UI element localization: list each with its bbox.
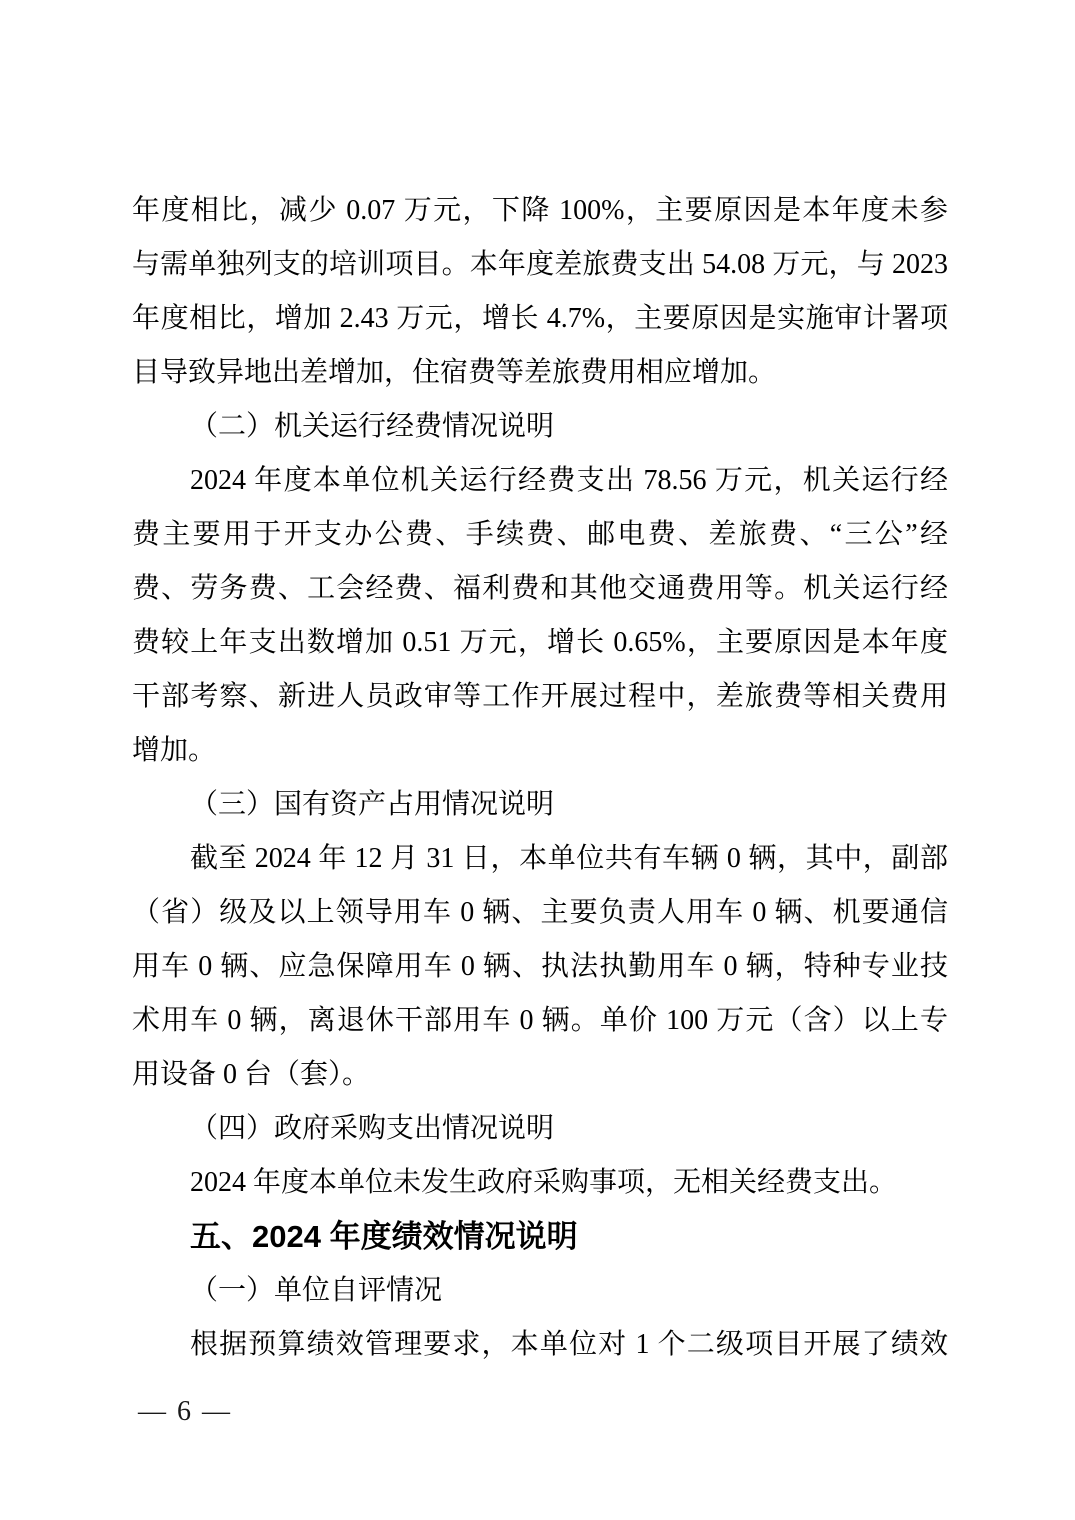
chapter-heading: 五、2024 年度绩效情况说明: [190, 1219, 578, 1254]
page-number: — 6 —: [138, 1396, 232, 1427]
paragraph-line: 用车 0 辆、应急保障用车 0 辆、执法执勤用车 0 辆，特种专业技: [132, 951, 948, 982]
paragraph-line: 术用车 0 辆，离退休干部用车 0 辆。单价 100 万元（含）以上专: [132, 1005, 948, 1036]
paragraph-line: 干部考察、新进人员政审等工作开展过程中，差旅费等相关费用: [132, 681, 948, 712]
section-heading: （二）机关运行经费情况说明: [190, 411, 555, 442]
document-body: [132, 184, 948, 1372]
paragraph-line: 费较上年支出数增加 0.51 万元，增长 0.65%，主要原因是本年度: [132, 627, 948, 658]
paragraph-line: 2024 年度本单位未发生政府采购事项，无相关经费支出。: [190, 1167, 898, 1198]
paragraph-first-line: 根据预算绩效管理要求，本单位对 1 个二级项目开展了绩效: [190, 1329, 948, 1360]
paragraph-line: 费、劳务费、工会经费、福利费和其他交通费用等。机关运行经: [132, 573, 948, 604]
paragraph-line: 与需单独列支的培训项目。本年度差旅费支出 54.08 万元，与 2023: [132, 249, 948, 280]
paragraph-line: 费主要用于开支办公费、手续费、邮电费、差旅费、“三公”经: [132, 519, 948, 550]
paragraph-end-line: 用设备 0 台（套）。: [132, 1059, 371, 1090]
paragraph-end-line: 增加。: [132, 735, 217, 766]
section-heading: （四）政府采购支出情况说明: [190, 1113, 555, 1144]
paragraph-line: （省）级及以上领导用车 0 辆、主要负责人用车 0 辆、机要通信: [132, 897, 948, 928]
section-heading: （三）国有资产占用情况说明: [190, 789, 555, 820]
paragraph-first-line: 截至 2024 年 12 月 31 日，本单位共有车辆 0 辆，其中，副部: [190, 843, 948, 874]
paragraph-end-line: 目导致异地出差增加，住宿费等差旅费用相应增加。: [132, 357, 777, 388]
paragraph-first-line: 2024 年度本单位机关运行经费支出 78.56 万元，机关运行经: [190, 465, 948, 496]
section-heading: （一）单位自评情况: [190, 1275, 443, 1306]
paragraph-line: 年度相比，减少 0.07 万元，下降 100%，主要原因是本年度未参: [132, 195, 948, 226]
paragraph-line: 年度相比，增加 2.43 万元，增长 4.7%，主要原因是实施审计署项: [132, 303, 948, 334]
